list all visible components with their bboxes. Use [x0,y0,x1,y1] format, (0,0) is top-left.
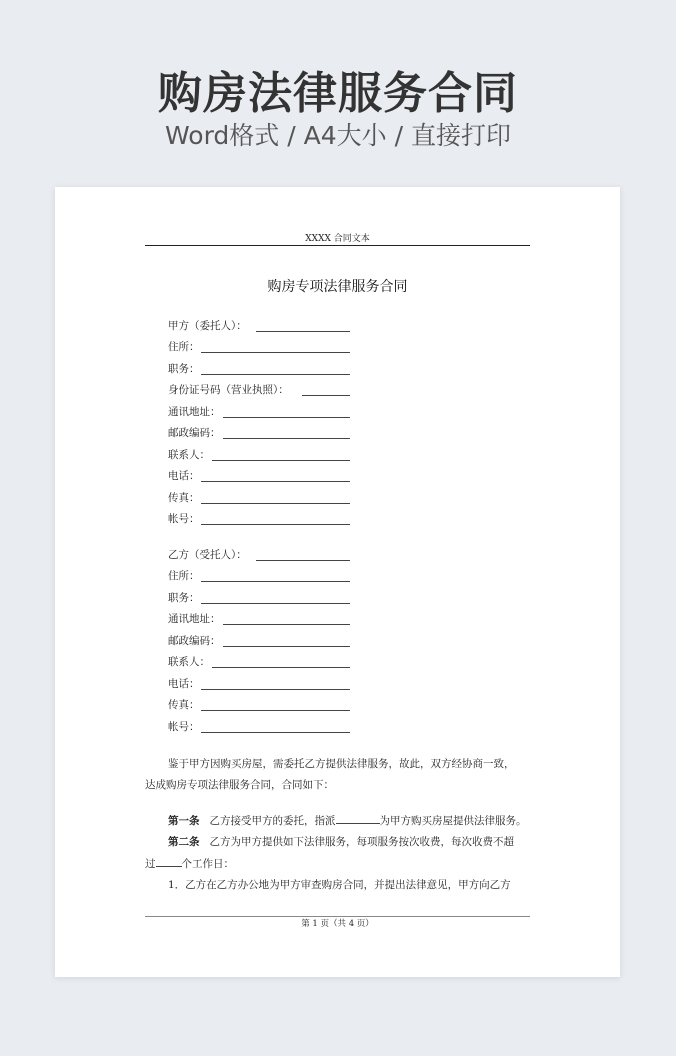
document-title: 购房专项法律服务合同 [267,279,408,295]
item-1: 1．乙方在乙方办公地为甲方审查购房合同，并提出法律意见，甲方向乙方 [168,879,511,891]
field-label: 通讯地址： [168,613,221,625]
party-a-field-fax [168,490,200,506]
party-b-field-account [168,719,200,735]
fill-line [223,417,350,418]
party-b-field-address [168,568,200,584]
party-b-field-phone [168,676,200,692]
fill-line [223,646,350,647]
field-label: 职务： [168,363,200,375]
party-a-field-mail-address [168,404,221,420]
fill-line [256,560,350,561]
fill-line [201,689,350,690]
party-b-field-postcode [168,633,221,649]
field-label: 传真： [168,492,200,504]
fill-line [201,732,350,733]
article-1-label: 第一条 [168,815,200,827]
party-b-field-position [168,590,200,606]
field-label: 帐号： [168,513,200,525]
field-label: 邮政编码： [168,635,221,647]
party-b-field-trustee [168,547,247,563]
article-1 [168,812,527,829]
party-a-field-contact [168,447,210,463]
banner-subtitle: Word格式 / A4大小 / 直接打印 [165,121,511,150]
field-label: 住所： [168,570,200,582]
fill-line [201,524,350,525]
article-1-text-after: 为甲方购买房屋提供法律服务。 [379,815,527,827]
footer-rule [145,916,530,917]
field-label: 通讯地址： [168,406,221,418]
party-a-field-client [168,318,247,334]
field-label: 帐号： [168,721,200,733]
party-b-field-mail-address [168,611,221,627]
field-label: 联系人： [168,449,210,461]
field-label: 甲方（委托人）： [168,320,247,332]
party-a-field-account [168,511,200,527]
field-label: 乙方（受托人）： [168,549,247,561]
party-a-field-id-number [168,382,289,398]
field-label: 电话： [168,470,200,482]
preamble-line-1: 鉴于甲方因购买房屋，需委托乙方提供法律服务，故此，双方经协商一致， [168,758,515,770]
fill-line [201,581,350,582]
field-label: 住所： [168,341,200,353]
running-header: XXXX 合同文本 [305,234,370,244]
field-label: 身份证号码（营业执照）： [168,384,289,396]
field-label: 电话： [168,678,200,690]
fill-line [201,710,350,711]
field-label: 职务： [168,592,200,604]
fill-line [201,503,350,504]
page-footer: 第 1 页（共 4 页） [301,919,374,929]
fill-blank [336,812,380,824]
article-2 [168,834,514,850]
party-b-field-fax [168,697,200,713]
article-2-text: 乙方为甲方提供如下法律服务，每项服务按次收费，每次收费不超 [209,836,515,848]
fill-line [201,374,350,375]
banner-title: 购房法律服务合同 [158,68,518,119]
party-a-field-phone [168,468,200,484]
party-a-field-postcode [168,425,221,441]
fill-line [223,438,350,439]
header-rule [145,245,530,246]
article-2-cont-after: 个工作日： [181,858,234,870]
party-a-field-position [168,361,200,377]
fill-blank [156,855,182,867]
article-2-label: 第二条 [168,836,200,848]
article-1-text-before: 乙方接受甲方的委托，指派 [209,815,336,827]
fill-line [201,481,350,482]
party-b-field-contact [168,654,210,670]
party-a-field-address [168,339,200,355]
field-label: 传真： [168,699,200,711]
fill-line [212,460,350,461]
document-page [55,187,620,977]
fill-line [302,395,350,396]
fill-line [256,331,350,332]
fill-line [201,352,350,353]
article-2-continued [145,855,234,872]
preamble-line-2: 达成购房专项法律服务合同，合同如下： [145,779,334,791]
fill-line [212,667,350,668]
field-label: 邮政编码： [168,427,221,439]
article-2-cont-before: 过 [145,858,156,870]
fill-line [223,624,350,625]
fill-line [201,603,350,604]
field-label: 联系人： [168,656,210,668]
